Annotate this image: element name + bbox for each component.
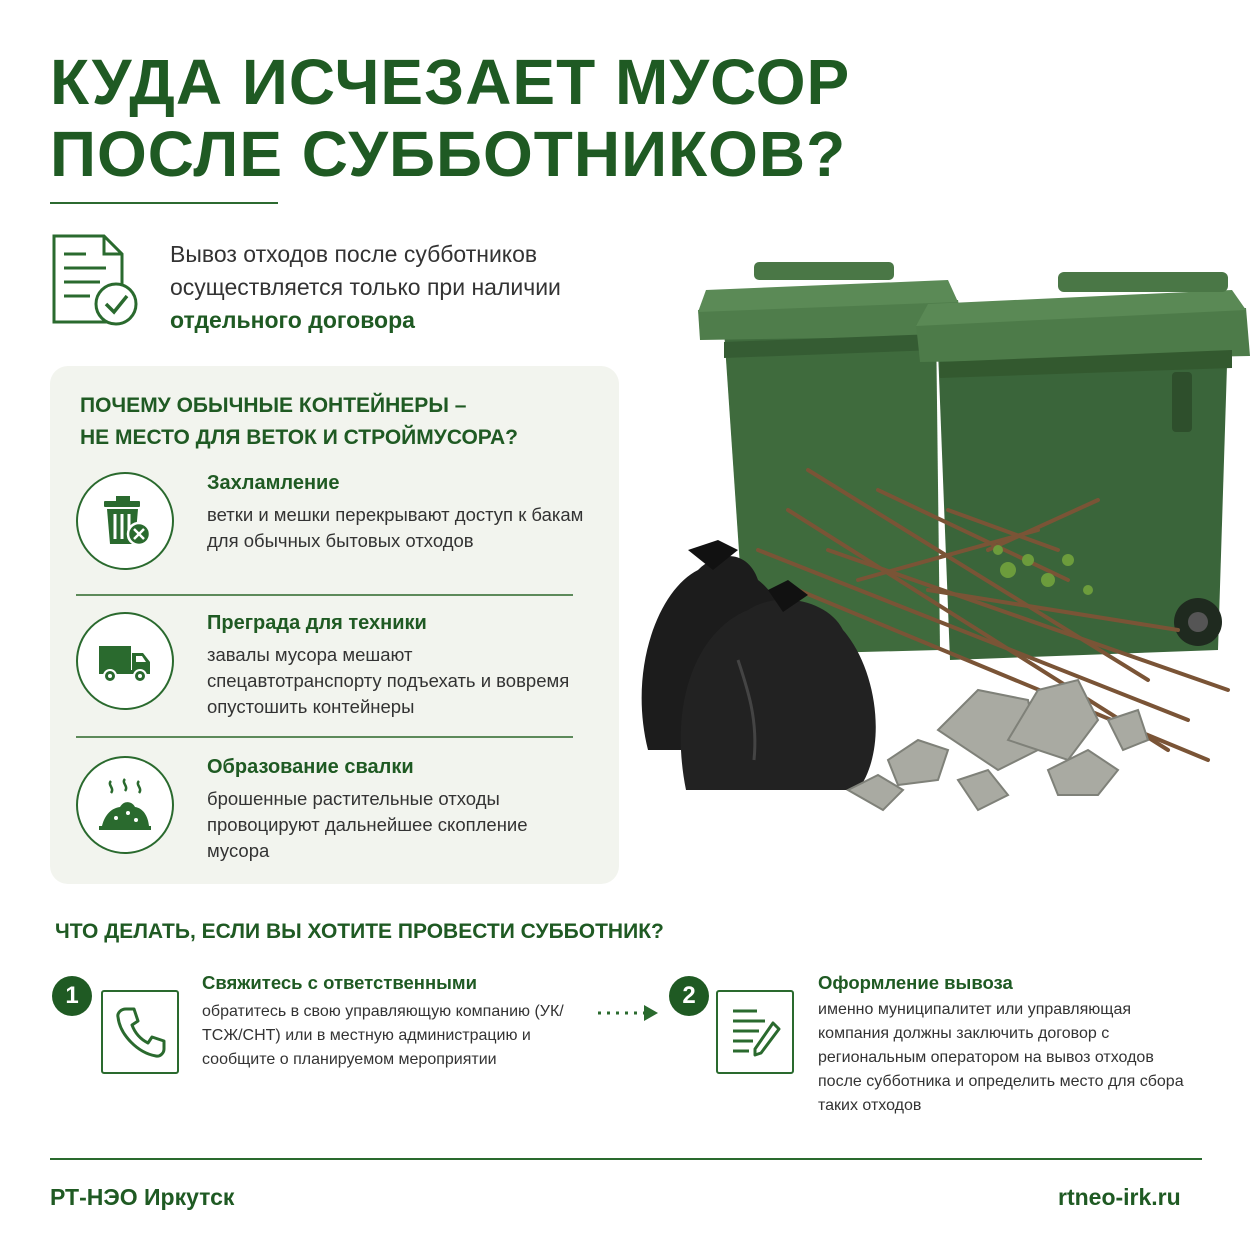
step-1-text: обратитесь в свою управляющую компанию (УК/ТСЖ/СНТ) или в местную администрацию и сообщите о планируемом мероприятии — [202, 1003, 564, 1068]
step-2-text: именно муниципалитет или управляющая компания должны заключить договор с региональным оператором на вывоз отходов после субботника и определить место для сбора таких отходов — [818, 1001, 1184, 1114]
reason-divider — [76, 594, 573, 596]
containers-illustration — [628, 250, 1254, 830]
trash-bin-blocked-icon — [98, 494, 152, 548]
dotted-arrow-icon — [596, 1002, 662, 1024]
reason-title: Захламление — [207, 472, 340, 494]
truck-icon — [98, 634, 152, 688]
document-check-icon — [50, 232, 142, 328]
footer-divider — [50, 1158, 1202, 1160]
page-title-line-1: КУДА ИСЧЕЗАЕТ МУСОР — [50, 46, 851, 118]
step-1-icon-box — [101, 990, 179, 1074]
step-1-number: 1 — [52, 976, 92, 1016]
reasons-heading — [80, 390, 600, 454]
step-2-number: 2 — [669, 976, 709, 1016]
footer-brand: РТ-НЭО Иркутск — [50, 1184, 235, 1210]
title-underline — [50, 202, 278, 204]
page-title — [50, 46, 850, 190]
reason-icon-circle — [76, 612, 174, 710]
document-pen-icon — [727, 1003, 783, 1061]
container-right — [916, 272, 1250, 660]
phone-icon — [112, 1003, 168, 1061]
garbage-pile-icon — [98, 778, 152, 832]
concrete-rubble — [848, 680, 1148, 810]
step-1-title: Свяжитесь с ответственными — [202, 972, 477, 993]
intro-line-2: осуществляется только при наличии — [170, 274, 561, 300]
step-2-icon-box — [716, 990, 794, 1074]
step-2-title: Оформление вывоза — [818, 972, 1013, 993]
reason-text: завалы мусора мешают спецавтотранспорту подъехать и вовремя опустошить контейнеры — [207, 644, 570, 717]
page-title-line-2: ПОСЛЕ СУББОТНИКОВ? — [50, 118, 847, 190]
reason-title: Образование свалки — [207, 756, 414, 778]
reason-divider — [76, 736, 573, 738]
reason-text: ветки и мешки перекрывают доступ к бакам для обычных бытовых отходов — [207, 504, 584, 551]
intro-line-1: Вывоз отходов после субботников — [170, 241, 538, 267]
reasons-heading-line-1: ПОЧЕМУ ОБЫЧНЫЕ КОНТЕЙНЕРЫ – — [80, 394, 467, 417]
reason-icon-circle — [76, 756, 174, 854]
footer-site-link[interactable]: rtneo-irk.ru — [1058, 1184, 1181, 1210]
reason-title: Преграда для техники — [207, 612, 427, 634]
reason-text: брошенные растительные отходы провоцируют дальнейшее скопление мусора — [207, 788, 528, 861]
reason-icon-circle — [76, 472, 174, 570]
intro-text — [170, 238, 640, 337]
intro-emphasis: отдельного договора — [170, 307, 415, 333]
steps-heading: ЧТО ДЕЛАТЬ, ЕСЛИ ВЫ ХОТИТЕ ПРОВЕСТИ СУББОТНИК? — [55, 920, 664, 943]
reasons-heading-line-2: НЕ МЕСТО ДЛЯ ВЕТОК И СТРОЙМУСОРА? — [80, 426, 518, 449]
